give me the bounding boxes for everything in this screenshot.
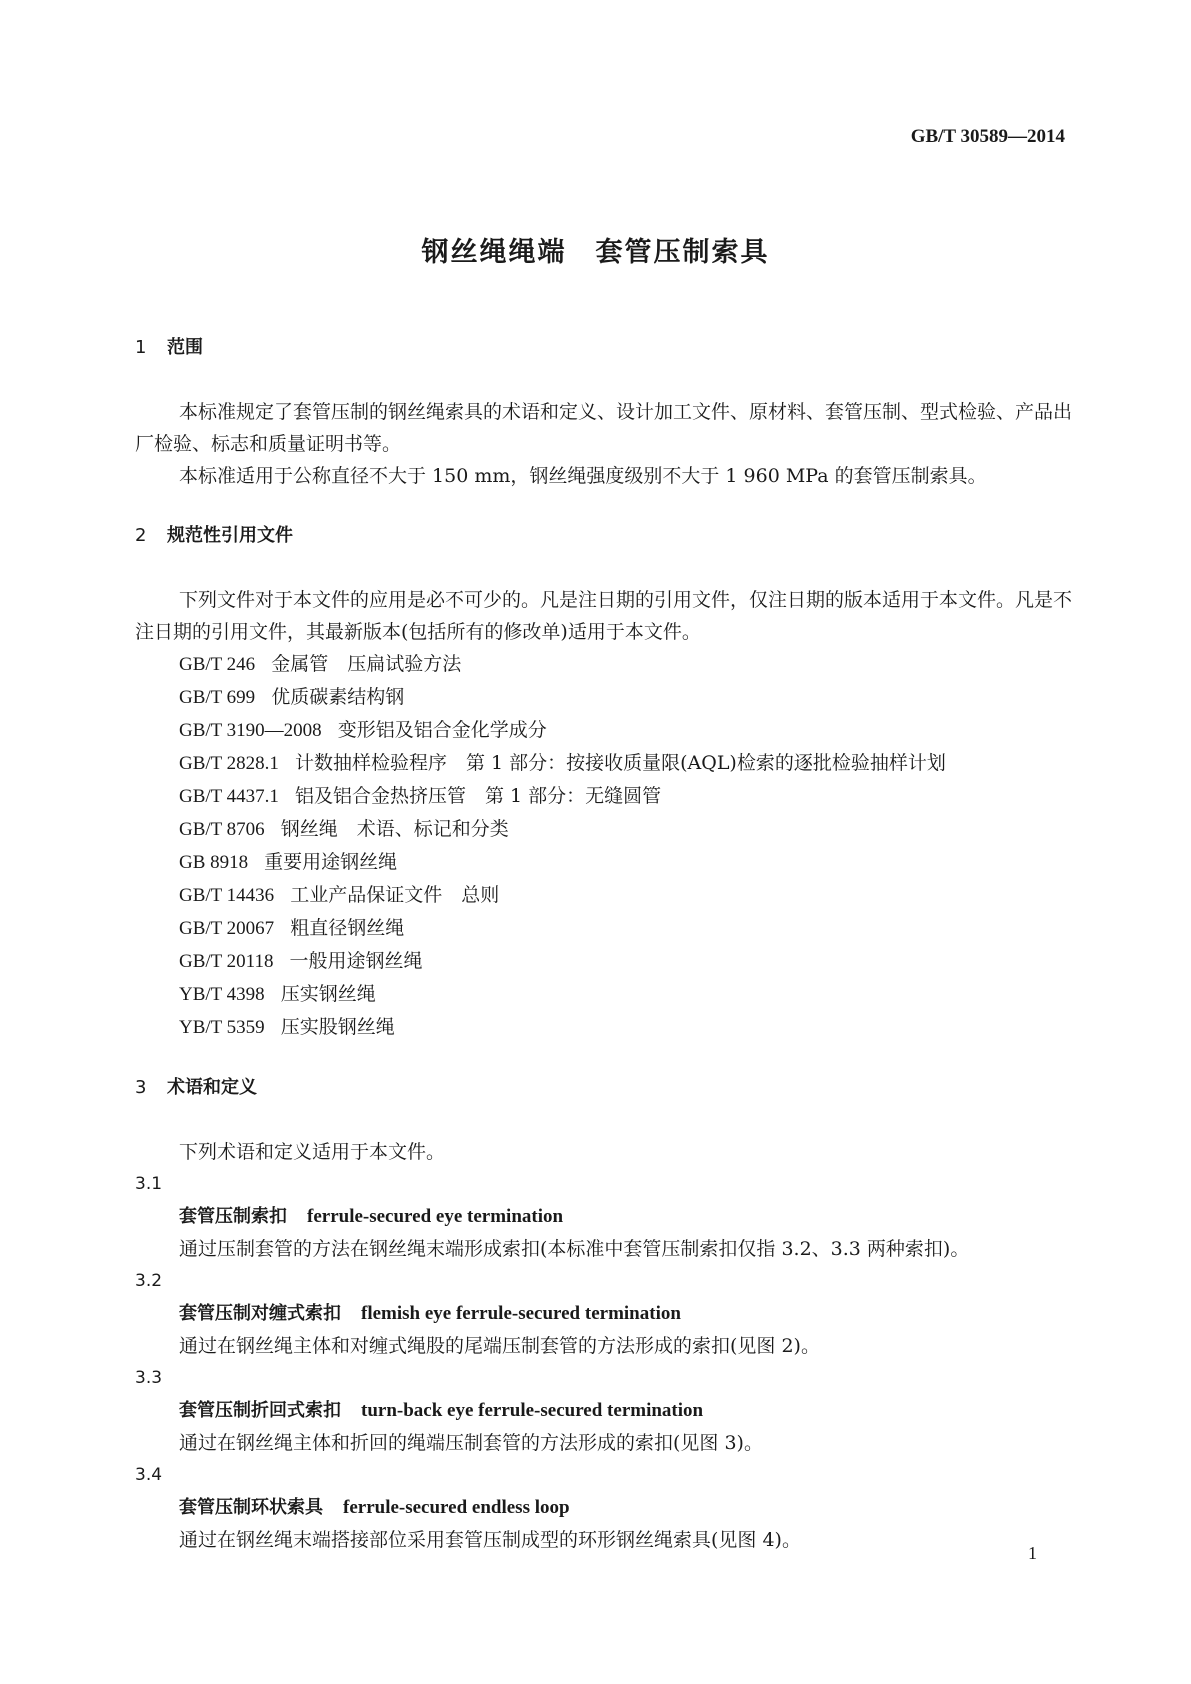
term-number: 3.1 bbox=[135, 1174, 163, 1194]
reference-title: 粗直径钢丝绳 bbox=[290, 917, 405, 939]
reference-code: GB/T 14436 bbox=[179, 885, 275, 906]
reference-title: 钢丝绳 术语、标记和分类 bbox=[280, 818, 509, 840]
term-list bbox=[135, 1168, 1072, 1556]
reference-item bbox=[135, 978, 1072, 1011]
term-definition: 通过在钢丝绳主体和对缠式绳股的尾端压制套管的方法形成的索扣(见图 2)。 bbox=[179, 1335, 820, 1357]
section-title: 术语和定义 bbox=[167, 1077, 257, 1098]
section-heading-terms bbox=[135, 1072, 1072, 1104]
term-zh: 套管压制环状索具 bbox=[179, 1497, 323, 1518]
reference-title: 铝及铝合金热挤压管 第 1 部分：无缝圆管 bbox=[294, 785, 662, 807]
paragraph: 下列术语和定义适用于本文件。 bbox=[179, 1141, 446, 1163]
reference-title: 压实股钢丝绳 bbox=[280, 1016, 395, 1038]
reference-item bbox=[135, 648, 1072, 681]
term-en: flemish eye ferrule-secured termination bbox=[361, 1303, 681, 1324]
reference-item bbox=[135, 780, 1072, 813]
reference-title: 一般用途钢丝绳 bbox=[289, 950, 423, 972]
reference-title: 计数抽样检验程序 第 1 部分：按接收质量限(AQL)检索的逐批检验抽样计划 bbox=[294, 752, 946, 774]
reference-code: GB 8918 bbox=[179, 852, 249, 873]
term-zh: 套管压制索扣 bbox=[179, 1206, 287, 1227]
term-definition: 通过压制套管的方法在钢丝绳末端形成索扣(本标准中套管压制索扣仅指 3.2、3.3 两种索扣)。 bbox=[179, 1238, 970, 1260]
paragraph: 下列文件对于本文件的应用是必不可少的。凡是注日期的引用文件，仅注日期的版本适用于本文件。凡是不注日期的引用文件，其最新版本(包括所有的修改单)适用于本文件。 bbox=[135, 589, 1073, 643]
term-definition: 通过在钢丝绳主体和折回的绳端压制套管的方法形成的索扣(见图 3)。 bbox=[179, 1432, 763, 1454]
reference-list bbox=[135, 648, 1072, 1044]
paragraph: 本标准规定了套管压制的钢丝绳索具的术语和定义、设计加工文件、原材料、套管压制、型式检验、产品出厂检验、标志和质量证明书等。 bbox=[135, 401, 1073, 455]
reference-code: GB/T 20067 bbox=[179, 918, 275, 939]
term-definition: 通过在钢丝绳末端搭接部位采用套管压制成型的环形钢丝绳索具(见图 4)。 bbox=[179, 1529, 801, 1551]
term-en: ferrule-secured eye termination bbox=[307, 1206, 564, 1227]
reference-item bbox=[135, 681, 1072, 714]
reference-title: 变形铝及铝合金化学成分 bbox=[337, 719, 547, 741]
page-number: 1 bbox=[1028, 1543, 1037, 1563]
paragraph: 本标准适用于公称直径不大于 150 mm，钢丝绳强度级别不大于 1 960 MPa 的套管压制索具。 bbox=[179, 465, 987, 487]
reference-item bbox=[135, 945, 1072, 978]
term-entry bbox=[135, 1362, 1072, 1459]
reference-title: 压实钢丝绳 bbox=[280, 983, 376, 1005]
reference-item bbox=[135, 879, 1072, 912]
reference-code: YB/T 4398 bbox=[179, 984, 265, 1005]
reference-title: 优质碳素结构钢 bbox=[271, 686, 405, 708]
term-entry bbox=[135, 1265, 1072, 1362]
term-number: 3.3 bbox=[135, 1368, 163, 1388]
reference-item bbox=[135, 1011, 1072, 1044]
term-name bbox=[135, 1297, 1072, 1330]
term-name bbox=[135, 1394, 1072, 1427]
term-en: ferrule-secured endless loop bbox=[343, 1497, 570, 1518]
section-number: 2 bbox=[135, 525, 147, 546]
term-entry bbox=[135, 1459, 1072, 1556]
term-zh: 套管压制折回式索扣 bbox=[179, 1400, 341, 1421]
reference-title: 金属管 压扁试验方法 bbox=[271, 653, 462, 675]
term-number: 3.4 bbox=[135, 1465, 163, 1485]
reference-item bbox=[135, 912, 1072, 945]
term-entry bbox=[135, 1168, 1072, 1265]
reference-code: GB/T 2828.1 bbox=[179, 753, 279, 774]
reference-title: 工业产品保证文件 总则 bbox=[290, 884, 500, 906]
reference-item bbox=[135, 714, 1072, 747]
term-en: turn-back eye ferrule-secured termination bbox=[361, 1400, 704, 1421]
term-name bbox=[135, 1491, 1072, 1524]
section-number: 3 bbox=[135, 1077, 147, 1098]
section-title: 规范性引用文件 bbox=[167, 525, 293, 546]
standard-number: GB/T 30589—2014 bbox=[910, 126, 1065, 147]
term-name bbox=[135, 1200, 1072, 1233]
reference-code: YB/T 5359 bbox=[179, 1017, 265, 1038]
reference-title: 重要用途钢丝绳 bbox=[264, 851, 398, 873]
reference-code: GB/T 699 bbox=[179, 687, 256, 708]
reference-code: GB/T 3190—2008 bbox=[179, 720, 322, 741]
reference-code: GB/T 246 bbox=[179, 654, 256, 675]
reference-code: GB/T 8706 bbox=[179, 819, 265, 840]
term-zh: 套管压制对缠式索扣 bbox=[179, 1303, 341, 1324]
reference-item bbox=[135, 813, 1072, 846]
reference-item bbox=[135, 846, 1072, 879]
section-number: 1 bbox=[135, 337, 147, 358]
section-title: 范围 bbox=[167, 337, 203, 358]
term-number: 3.2 bbox=[135, 1271, 163, 1291]
reference-code: GB/T 20118 bbox=[179, 951, 274, 972]
reference-code: GB/T 4437.1 bbox=[179, 786, 279, 807]
document-body bbox=[135, 332, 1072, 1556]
reference-item bbox=[135, 747, 1072, 780]
section-heading-scope bbox=[135, 332, 1072, 364]
document-title: 钢丝绳绳端 套管压制索具 bbox=[421, 237, 770, 268]
section-heading-normative-references bbox=[135, 520, 1072, 552]
